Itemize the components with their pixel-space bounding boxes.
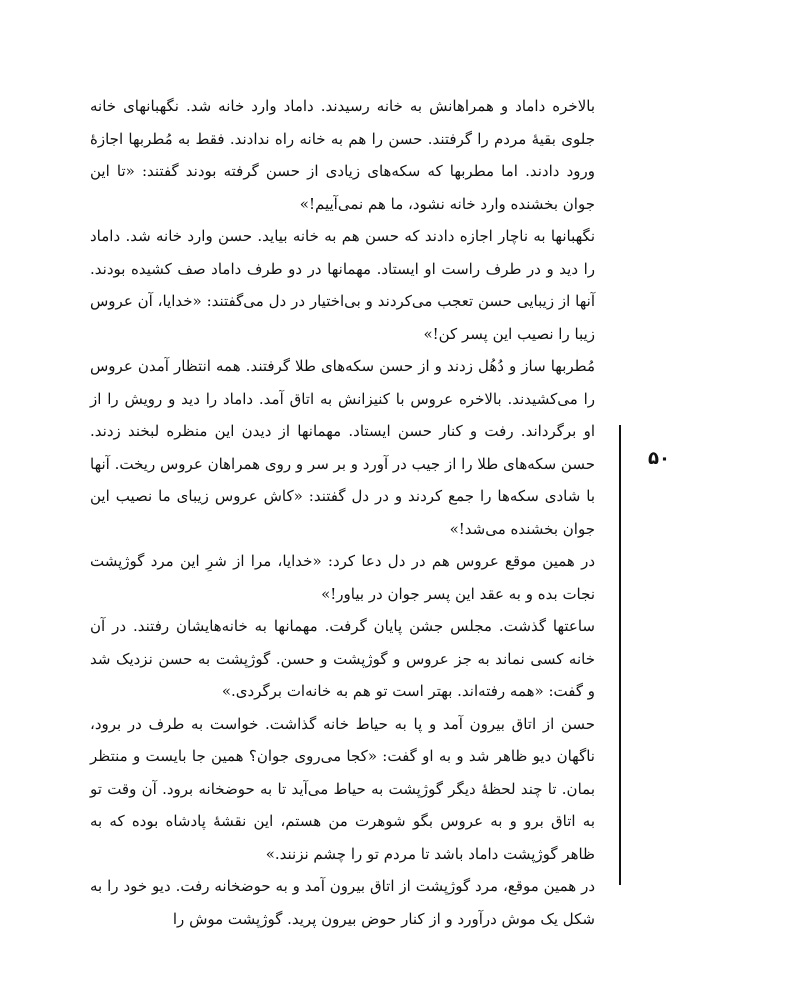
paragraph-7: در همین موقع، مرد گوژپشت از اتاق بیرون آمد و به حوضخانه رفت. دیو خود را به شکل یک موش درآورد و از کنار حوض بیرون پرید. گوژپشت موش را	[90, 877, 595, 928]
paragraph-2: نگهبانها به ناچار اجازه دادند که حسن هم به خانه بیاید. حسن وارد خانه شد. داماد را دید و در طرف راست او ایستاد. مهمانها در دو طرف داماد صف کشیده بودند. آنها از زیبایی حسن تعجب می‌کردند و بی‌اختیار در دل می‌گفتند: «خدایا، آن عروس زیبا را نصیب این پسر کن!»	[90, 227, 595, 343]
paragraph-3: مُطربها ساز و دُهُل زدند و از حسن سکه‌های طلا گرفتند. همه انتظار آمدن عروس را می‌کشیدند. بالاخره عروس با کنیزانش به اتاق آمد. داماد را دید و رویش را از او برگرداند. رفت و کنار حسن ایستاد. مهمانها از دیدن این منظره لبخند زدند. حسن سکه‌های طلا را از جیب در آورد و بر سر و روی همراهان عروس ریخت. آنها با شادی سکه‌ها را جمع کردند و در دل گفتند: «کاش عروس زیبای ما نصیب این جوان بخشنده می‌شد!»	[90, 357, 595, 538]
paragraph-6: حسن از اتاق بیرون آمد و پا به حیاط خانه گذاشت. خواست به طرف در برود، ناگهان دیو ظاهر شد و به او گفت: «کجا می‌روی جوان؟ همین جا بایست و منتظر بمان. تا چند لحظهٔ دیگر گوژپشت به حیاط می‌آید تا به حوضخانه برود. آن وقت تو به اتاق برو و به عروس بگو شوهرت من هستم، این نقشهٔ پادشاه بوده که به ظاهر گوژپشت داماد باشد تا مردم تو را چشم نزنند.»	[90, 714, 595, 863]
body-text	[90, 90, 595, 935]
paragraph-4: در همین موقع عروس هم در دل دعا کرد: «خدایا، مرا از شرِ این مرد گوژپشت نجات بده و به عقد این پسر جوان در بیاور!»	[90, 552, 595, 603]
margin-rule	[619, 425, 621, 885]
page-number: ۵۰	[648, 448, 670, 469]
paragraph-1: بالاخره داماد و همراهانش به خانه رسیدند. داماد وارد خانه شد. نگهبانهای خانه جلوی بقیهٔ مردم را گرفتند. حسن را هم به خانه راه ندادند. فقط به مُطربها اجازهٔ ورود دادند. اما مطربها که سکه‌های زیادی از حسن گرفته بودند گفتند: «تا این جوان بخشنده وارد خانه نشود، ما هم نمی‌آییم!»	[90, 97, 595, 213]
paragraph-5: ساعتها گذشت. مجلس جشن پایان گرفت. مهمانها به خانه‌هایشان رفتند. در آن خانه کسی نماند به جز عروس و گوژپشت و حسن. گوژپشت به حسن نزدیک شد و گفت: «همه رفته‌اند. بهتر است تو هم به خانه‌ات برگردی.»	[90, 617, 595, 700]
